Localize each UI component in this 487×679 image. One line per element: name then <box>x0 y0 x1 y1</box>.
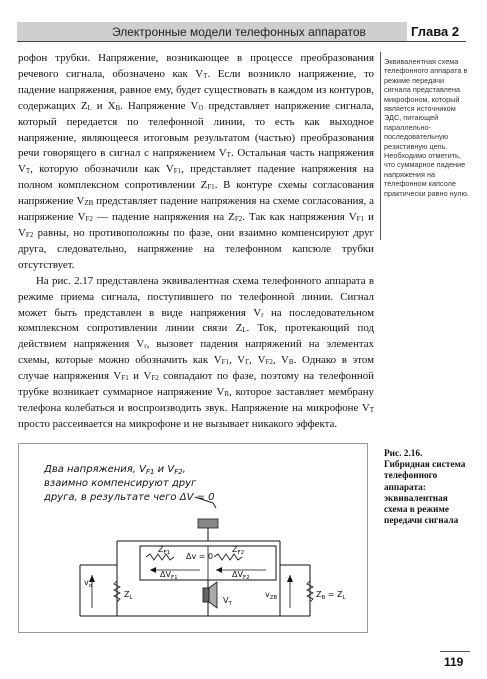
subscript: Г <box>245 358 250 367</box>
footer-rule <box>440 651 470 652</box>
zb-label: $Z_B = Z_L$ <box>316 590 346 601</box>
vzb-label: $v_{ZB}$ <box>265 590 278 601</box>
subscript: ZB <box>84 199 94 208</box>
page-number: 119 <box>444 655 464 669</box>
subscript: T <box>25 167 31 176</box>
receiver-capsule <box>198 519 218 528</box>
body-paragraph: На рис. 2.17 представлена эквивалентная схема телефонного аппарата в режиме приема сигнала, поступившего по телефонной линии. Сигнал может быть представлен в виде напряжения $V_r$ на последовательном комплексном сопротивлении линии связи $Z_L$. Ток, протекающий под действием напряжения $V_r$, вызовет падения напряжений на элементах схемы, которые можно обозначить как $V_{F1}$, $V_Г$, $V_{F2}$, $V_B$. Однако в этом случае напряжения $V_{F1}$ и $V_{F2}$ совпадают по фазе, поэтому на телефонной трубке возникает суммарное напряжение $V_R$, которое заставляет мембрану телефона колебаться и воспроизводить звук. Напряжение на микрофоне $V_T$ просто рассеивается на микрофоне и не вызывает никакого эффекта. <box>18 274 374 430</box>
subscript: B <box>288 358 294 367</box>
microphone-icon <box>203 588 209 602</box>
subscript: B <box>115 103 121 112</box>
figure-caption: Рис. 2.16. Гибридная система телефонного аппарата: эквивалентная схема в режиме передачи сигнала <box>384 449 466 527</box>
subscript: F1 <box>221 358 230 367</box>
chapter-label: Глава 2 <box>411 24 460 39</box>
subscript: F2 <box>265 358 273 367</box>
subscript: O <box>198 103 204 112</box>
subscript: F2 <box>151 374 159 383</box>
body-paragraph: рофон трубки. Напряжение, возникающее в процессе преобразования речевого сигнала, обозначено как $V_T$. Если возникло напряжение, то падение напряжения, равное ему, будет существовать в каждом из контуров, содержащих $Z_L$ и $X_B$. Напряжение $V_O$ представляет напряжение сигнала, который передается по телефонной линии, то есть как выходное напряжение, являющееся итоговым результатом (частью) преобразования речи говорящего в сигнал с напряжением $V_T$. Остальная часть напряжения $V_T$, которую обозначили как $V_{F1}$, представляет падение напряжения на полном комплексном сопротивлении $Z_{F1}$. В контуре схемы согласования напряжение $V_{ZB}$ представляет падение напряжения на схеме согласования, а напряжение $V_{F2}$ — падение напряжения на $Z_{F2}$. Так как напряжения $V_{F1}$ и $V_{F2}$ равны, но противоположны по фазе, они взаимно компенсируют друг друга, следовательно, напряжение на телефонном капсюле трубки отсутствует. <box>18 52 375 271</box>
subscript: R <box>224 390 229 399</box>
subscript: F1 <box>121 374 129 383</box>
subscript: T <box>203 71 208 80</box>
subscript: L <box>87 103 92 112</box>
subscript: L <box>242 326 247 335</box>
subscript: r <box>144 342 147 351</box>
callout-line-1: Два напряжения, $V_{F1}$ и $V_{F2}$, <box>44 464 186 476</box>
zl-label: $Z_L$ <box>124 590 133 601</box>
subscript: F1 <box>207 183 215 192</box>
body-text <box>18 51 374 433</box>
zf2-label: $Z_{F2}$ <box>232 545 245 556</box>
vo-label: $v_o$ <box>84 578 93 589</box>
zf1-label: $Z_{F1}$ <box>158 545 171 556</box>
subscript: F2 <box>234 215 243 224</box>
vf2-label: $\Delta V_{F2}$ <box>232 570 250 581</box>
subscript: F2 <box>85 215 93 224</box>
subscript: r <box>261 310 264 319</box>
subscript: F1 <box>356 215 365 224</box>
vt-label: $V_T$ <box>223 596 232 607</box>
running-title: Электронные модели телефонных аппаратов <box>112 25 366 39</box>
subscript: T <box>369 405 374 414</box>
subscript: T <box>226 151 231 160</box>
side-note: Эквивалентная схема телефонного аппарата в режиме передачи сигнала представлена микрофоном, который является источником ЭДС, питающей параллельно-последовательную резистивную цепь. Необходимо отметить, что суммарное падение напряжения на телефонном капсоле практически равно нулю. <box>384 57 469 198</box>
side-note-rule <box>380 52 381 240</box>
subscript: F1 <box>173 167 182 176</box>
vf1-label: $\Delta V_{F1}$ <box>160 570 178 581</box>
callout-line-2: взаимно компенсируют друг <box>44 478 197 489</box>
delta-v-label: Δv = 0 <box>186 552 214 561</box>
callout-line-3: друга, в результате чего ΔV = 0 <box>44 492 215 503</box>
hybrid-circuit-diagram <box>20 445 366 631</box>
header-rule <box>17 41 466 42</box>
running-header <box>17 22 466 42</box>
subscript: F2 <box>25 230 34 239</box>
